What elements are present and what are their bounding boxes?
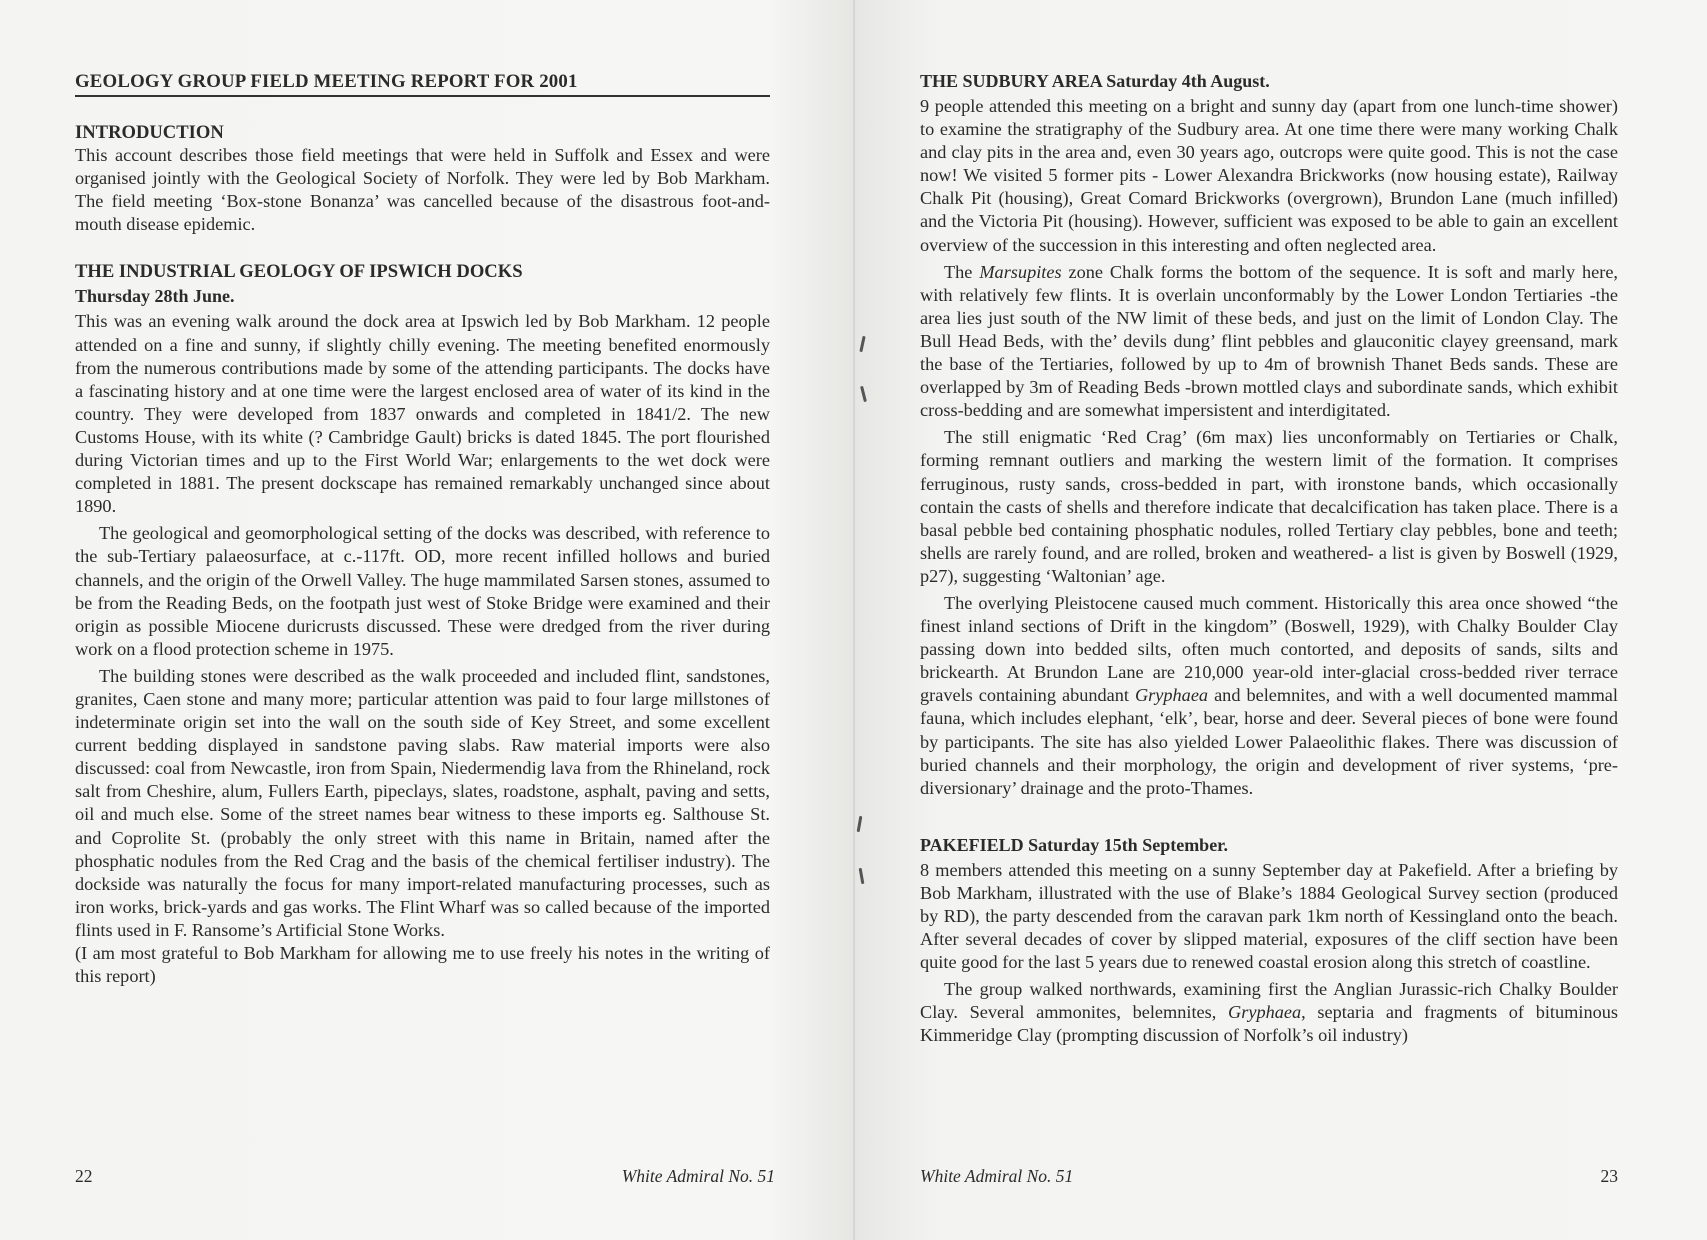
left-footer bbox=[75, 1166, 775, 1187]
pakefield-paragraph-1: 8 members attended this meeting on a sunny September day at Pakefield. After a briefing by Bob Markham, illustrated with the use of Blake’s 1884 Geological Survey section (produced by RD), the party descended from the caravan park 1km north of Kessingland onto the beach. After several decades of cover by slipped material, exposures of the cliff section have been quite good for the last 5 years due to renewed coastal erosion along this stretch of coastline. bbox=[920, 859, 1618, 973]
intro-heading: INTRODUCTION bbox=[75, 122, 224, 144]
marsupites-term: Marsupites bbox=[979, 261, 1062, 282]
pakefield-heading: PAKEFIELD Saturday 15th September. bbox=[920, 834, 1229, 855]
ipswich-paragraph-3: The building stones were described as the walk proceeded and included flint, sandstones, granites, Caen stone and many more; particular attention was paid to four large millstones of indeterminate origin set into the wall on the south side of Key Street, and some excellent current bedding displayed in sandstone paving slabs. Raw material imports were also discussed: coal from Newcastle, iron from Spain, Niedermendig lava from the Rhineland, rock salt from Cheshire, alum, Fullers Earth, pipeclays, slates, roadstone, asphalt, paving and setts, oil and much else. Some of the street names bear witness to these imports eg. Salthouse St. and Coprolite St. (probably the only street with this name in Britain, named after the phosphatic nodules from the Red Crag and the basis of the chemical fertiliser industry). The dockside was naturally the focus for many import-related manufacturing processes, such as iron works, brick-yards and gas works. The Flint Wharf was so called because of the imported flints used in F. Ransome’s Artificial Stone Works. bbox=[75, 665, 770, 940]
page-number-left: 22 bbox=[75, 1166, 93, 1186]
page-gutter bbox=[853, 0, 855, 1240]
binding-mark bbox=[859, 868, 865, 884]
sudbury-p4-rest: and belemnites, and with a well documented mammal fauna, which includes elephant, ‘elk’, bear, horse and deer. Several pieces of bone were found by participants. The site has also yielded Lower Palaeolithic flakes. There was discussion of buried channels and their morphology, the origin and development of river systems, ‘pre-diversionary’ drainage and the proto-Thames. bbox=[920, 685, 1618, 798]
pakefield-p2-rest: , septaria and fragments of bituminous Kimmeridge Clay (prompting discussion of Norfolk’s oil industry) bbox=[920, 1002, 1618, 1046]
report-title: GEOLOGY GROUP FIELD MEETING REPORT FOR 2001 bbox=[75, 70, 770, 97]
magazine-name-left: White Admiral No. 51 bbox=[621, 1166, 775, 1186]
ipswich-date: Thursday 28th June. bbox=[75, 286, 235, 307]
right-page bbox=[920, 62, 1618, 1048]
binding-mark bbox=[857, 816, 863, 832]
sudbury-paragraph-3: The still enigmatic ‘Red Crag’ (6m max) lies unconformably on Tertiaries or Chalk, forming remnant outliers and marking the western limit of the formation. It comprises ferruginous, rusty sands, cross-bedded in part, with ironstone bands, which occasionally contain the casts of shells and therefore indicate that decalcification has taken place. There is a basal pebble bed containing phosphatic nodules, rolled Tertiary clay pebbles, bone and teeth; shells are rarely found, and are rolled, broken and weathered- a list is given by Boswell (1929, p27), suggesting ‘Waltonian’ age. bbox=[920, 427, 1618, 586]
magazine-name-right: White Admiral No. 51 bbox=[920, 1166, 1074, 1186]
sudbury-p2-rest: zone Chalk forms the bottom of the sequence. It is soft and marly here, with relatively few flints. It is overlain unconformably by the Lower London Tertiaries -the area lies just south of the NW limit of these beds, and just on the limit of London Clay. The Bull Head Beds, with the’ devils dung’ flint pebbles and glauconitic clayey greensand, mark the base of the Tertiaries, followed by up to 4m of brownish Thanet Beds sands. These are overlapped by 3m of Reading Beds -brown mottled clays and subordinate sands, which exhibit cross-bedding and are somewhat impersistent and interdigitated. bbox=[920, 261, 1619, 421]
sudbury-p2-start: The bbox=[944, 261, 980, 282]
sudbury-paragraph-4 bbox=[920, 592, 1618, 800]
right-footer bbox=[920, 1166, 1618, 1187]
binding-mark bbox=[859, 336, 865, 352]
pakefield-paragraph-2 bbox=[920, 978, 1618, 1047]
gryphaea-term: Gryphaea bbox=[1134, 685, 1209, 706]
sudbury-p4-start: The overlying Pleistocene caused much comment. Historically this area once showed “the finest inland sections of Drift in the kingdom” (Boswell, 1929), with Chalky Boulder Clay passing down into bedded silts, often much contorted, and deposits of sands, silts and brickearth. At Brundon Lane are 210,000 year-old inter-glacial cross-bedded river terrace gravels containing abundant bbox=[920, 592, 1618, 706]
pakefield-p2-start: The group walked northwards, examining first the Anglian Jurassic-rich Chalky Boulder Clay. Several ammonites, belemnites, bbox=[920, 979, 1618, 1023]
left-page bbox=[75, 62, 770, 988]
ipswich-paragraph-1: This was an evening walk around the dock area at Ipswich led by Bob Markham. 12 people attended on a fine and sunny, if slightly chilly evening. The meeting benefited enormously from the numerous contributions made by some of the attending participants. The docks have a fascinating history and at one time were the largest enclosed area of water of its kind in the country. They were developed from 1837 onwards and completed in 1841/2. The new Customs House, with its white (? Cambridge Gault) bricks is dated 1845. The port flourished during Victorian times and up to the First World War; enlargements to the wet dock were completed in 1881. The present dockscape has remained remarkably unchanged since about 1890. bbox=[75, 311, 770, 517]
ipswich-heading: THE INDUSTRIAL GEOLOGY OF IPSWICH DOCKS bbox=[75, 261, 523, 283]
binding-mark bbox=[860, 386, 867, 402]
page-number-right: 23 bbox=[1600, 1166, 1618, 1186]
ipswich-paragraph-2: The geological and geomorphological setting of the docks was described, with reference to the sub-Tertiary palaeosurface, at c.-117ft. OD, more recent infilled hollows and buried channels, and the origin of the Orwell Valley. The huge mammilated Sarsen stones, assumed to be from the Reading Beds, on the footpath just west of Stoke Bridge were examined and their origin as possible Miocene duricrusts discussed. These were dredged from the river during work on a flood protection scheme in 1975. bbox=[75, 523, 770, 659]
gryphaea-term-2: Gryphaea bbox=[1228, 1002, 1302, 1023]
sudbury-paragraph-1: 9 people attended this meeting on a bright and sunny day (apart from one lunch-time shower) to examine the stratigraphy of the Sudbury area. At one time there were many working Chalk and clay pits in the area and, even 30 years ago, outcrops were quite good. This is not the case now! We visited 5 former pits - Lower Alexandra Brickworks (now housing estate), Railway Chalk Pit (housing), Great Comard Brickworks (overgrown), Brundon Lane (much infilled) and the Victoria Pit (housing). However, sufficient was exposed to be able to gain an excellent overview of the succession in this interesting and often neglected area. bbox=[920, 96, 1618, 255]
intro-paragraph: This account describes those field meetings that were held in Suffolk and Essex and were organised jointly with the Geological Society of Norfolk. They were led by Bob Markham. The field meeting ‘Box-stone Bonanza’ was cancelled because of the disastrous foot-and-mouth disease epidemic. bbox=[75, 145, 770, 235]
sudbury-paragraph-2 bbox=[920, 261, 1618, 423]
sudbury-heading: THE SUDBURY AREA Saturday 4th August. bbox=[920, 71, 1270, 91]
ipswich-note: (I am most grateful to Bob Markham for allowing me to use freely his notes in the writing of this report) bbox=[75, 943, 770, 987]
